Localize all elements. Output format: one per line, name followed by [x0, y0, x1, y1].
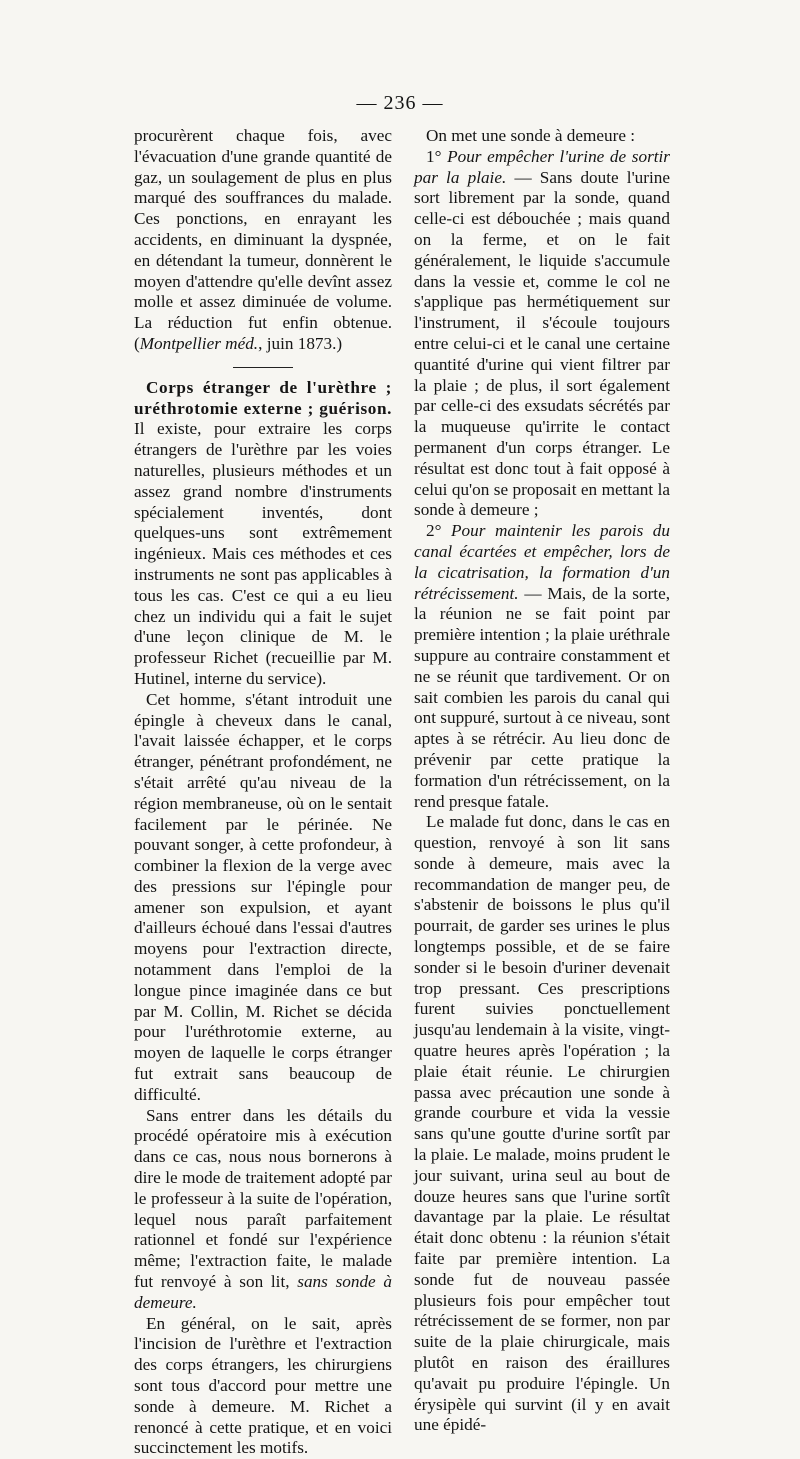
- paragraph: [414, 521, 670, 812]
- text: , juin 1873.): [258, 333, 343, 353]
- text: — Sans doute l'urine sort librement par la sonde, quand celle-ci est débouchée ; mais quand on la ferme, et on le fait généralement, le liquide s'accumule dans la vessie et, comme le col ne s'applique pas hermétiquement sur l'instrument, il s'écoule toujours entre celui-ci et le canal une certaine quantité d'urine qui vient filtrer par la plaie ; de plus, il sort également par celle-ci des exsudats sécrétés par la muqueuse qu'irrite le contact permanent d'un corps étranger. Le résultat est donc tout à fait opposé à celui qu'on se proposait en mettant la sonde à demeure ;: [414, 167, 670, 520]
- paragraph: Cet homme, s'étant introduit une épingle à cheveux dans le canal, l'avait laissée échapper, et le corps étranger, pénétrant profondément, ne s'était arrêté qu'au niveau de la région membraneuse, où on le sentait facilement par le périnée. Ne pouvant songer, à cette profondeur, à combiner la flexion de la verge avec des pressions sur l'épingle pour amener son expulsion, et ayant d'ailleurs échoué dans l'essai d'autres moyens pour l'extraction directe, notamment dans l'emploi de la longue pince imaginée dans ce but par M. Collin, M. Richet se décida pour l'uréthrotomie externe, au moyen de laquelle le corps étranger fut extrait sans beaucoup de difficulté.: [134, 689, 392, 1104]
- emphasis: Pour maintenir les parois du canal écartées et empêcher, lors de la cicatrisation, la formation d'un rétrécissement.: [414, 521, 670, 603]
- section-heading: Corps étranger de l'urèthre ; uréthrotomie externe ; guérison.: [134, 377, 392, 418]
- paragraph: Le malade fut donc, dans le cas en question, renvoyé à son lit sans sonde à demeure, mais avec la recommandation de manger peu, de s'abstenir de boissons le plus qu'il pourrait, de garder ses urines le plus longtemps possible, et de se faire sonder si le besoin d'uriner devenait trop pressant. Ces prescriptions furent suivies ponctuellement jusqu'au lendemain à la visite, vingt-quatre heures après l'opération ; la plaie était réunie. Le chirurgien passa avec précaution une sonde à grande courbure et vida la vessie sans qu'une goutte d'urine sortît par la plaie. Le malade, moins prudent le jour suivant, urina seul au bout de douze heures sans que l'urine sortît davantage par la plaie. Le résultat était donc obtenu : la réunion s'était faite par première intention. La sonde fut de nouveau passée plusieurs fois pour empêcher tout rétrécissement de se former, non par suite de la plaie chirurgicale, mais plutôt en raison des éraillures qu'avait pu produire l'épingle. Un érysipèle qui survint (il y en avait une épidé-: [414, 812, 670, 1435]
- list-number: 1°: [426, 146, 448, 166]
- text: — Mais, de la sorte, la réunion ne se fait point par première intention ; la plaie uréthrale suppure au contraire constamment et ne se réunit que tardivement. Or on sait combien les parois du canal qui ont suppuré, surtout à ce niveau, sont aptes à se rétrécir. Au lieu donc de prévenir par cette pratique la formation d'un rétrécissement, on la rend presque fatale.: [414, 583, 670, 811]
- text: Il existe, pour extraire les corps étrangers de l'urèthre par les voies naturelles, plusieurs méthodes et un assez grand nombre d'instruments spécialement inventés, dont quelques-uns sont extrêmement ingénieux. Mais ces méthodes et ces instruments ne sont pas applicables à tous les cas. C'est ce qui a eu lieu chez un individu qui a fait le sujet d'une leçon clinique de M. le professeur Richet (recueillie par M. Hutinel, interne du service).: [134, 419, 392, 688]
- text: Sans entrer dans les détails du procédé opératoire mis à exécution dans ce cas, nous nous bornerons à dire le mode de traitement adopté par le professeur à la suite de l'opération, lequel nous paraît parfaitement rationnel et fondé sur l'expérience même; l'extraction faite, le malade fut renvoyé à son lit,: [134, 1105, 392, 1292]
- emphasis: Pour empêcher l'urine de sortir par la plaie.: [414, 146, 671, 187]
- list-number: 2°: [426, 521, 452, 541]
- paragraph: [414, 147, 670, 521]
- emphasis: sans sonde à demeure.: [134, 1272, 392, 1312]
- source-citation: Montpellier méd.: [139, 333, 259, 353]
- paragraph: [134, 1106, 392, 1314]
- paragraph: En général, on le sait, après l'incision de l'urèthre et l'extraction des corps étrangers, les chirurgiens sont tous d'accord pour mettre une sonde à demeure. M. Richet a renoncé à cette pratique, et en voici succinctement les motifs.: [134, 1313, 392, 1458]
- paragraph: On met une sonde à demeure :: [426, 126, 636, 145]
- section-divider: [233, 367, 293, 368]
- right-column: [414, 126, 670, 1436]
- page-number: — 236 —: [356, 92, 444, 114]
- left-column: [134, 126, 392, 1459]
- paragraph: [134, 378, 392, 690]
- paragraph: [134, 126, 392, 355]
- text: procurèrent chaque fois, avec l'évacuation d'une grande quantité de gaz, un soulagement de plus en plus marqué des souffrances du malade. Ces ponctions, en enrayant les accidents, en diminuant la dyspnée, en détendant la tumeur, donnèrent le moyen d'attendre qu'elle devînt assez molle et assez diminuée de volume. La réduction fut enfin obtenue. (: [134, 126, 392, 353]
